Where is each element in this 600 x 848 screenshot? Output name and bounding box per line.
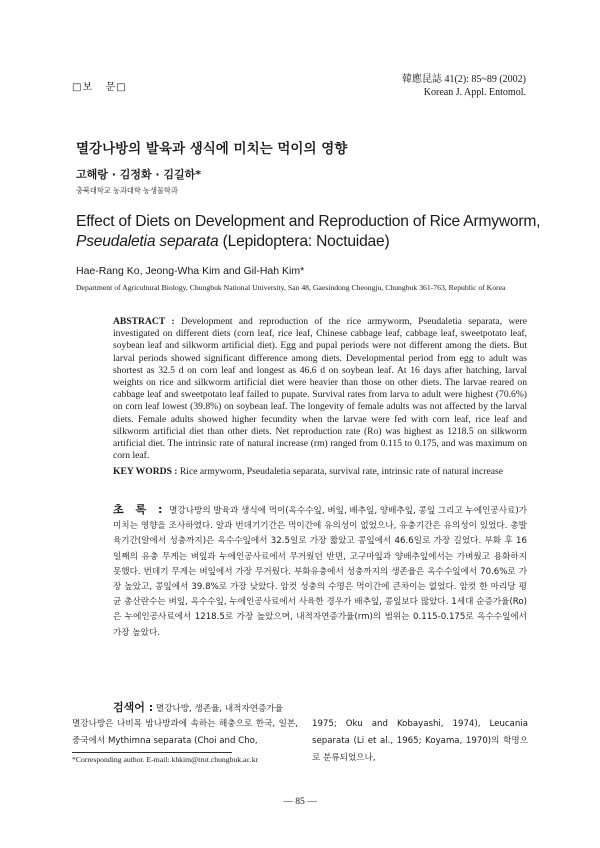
korean-keywords-text: 멸강나방, 생존율, 내적자연증가율 <box>153 704 283 714</box>
order-family: (Lepidoptera: Noctuidae) <box>218 233 390 250</box>
korean-abstract-text: 멸강나방의 발육과 생식에 먹이(옥수수잎, 벼잎, 배추잎, 양배추잎, 콩잎 그리고 누에인공사료)가 미치는 영향을 조사하였다. 알과 번데기기간은 먹이간에 유의성이 없었으나, 유충기간은 유의성이 있었다. 총발육기간(알에서 성충까지)은 옥수수잎에서 32.5일로 가장 짧았고 콩잎에서 46.6일로 가장 길었다. 부화 후 16일째의 유충 무게는 벼잎과 누에인공사료에서 무거웠던 반면, 고구마잎과 양배추잎에서는 가벼웠고 용화하지 못했다. 번데기 무게는 벼잎에서 가장 무거웠다. 부화유충에서 성충까지의 생존율은 옥수수잎에서 70.6%로 가장 높았고, 콩잎에서 39.8%로 가장 낮았다. 암컷 성충의 수명은 먹이간에 큰차이는 없었다. 암컷 한 마리당 평균 총산란수는 벼잎, 옥수수잎, 누에인공사료에서 사육한 경우가 배추잎, 콩잎보다 많았다. 1세대 순증가율(Ro)은 누에인공사료에서 1218.5로 가장 높았으며, 내적자연증가율(rm)의 범위는 0.115-0.175로 옥수수잎에서 가장 높았다. <box>113 506 527 638</box>
korean-affiliation: 충북대학교 농과대학 농생물학과 <box>76 186 178 195</box>
keywords-text: Rice armyworm, Pseudaletia separata, survival rate, intrinsic rate of natural increase <box>177 466 504 477</box>
korean-authors: 고해랑 · 김정화 · 김길하* <box>76 168 202 181</box>
body-column-left: 멸강나방은 나비목 밤나방과에 속하는 해충으로 한국, 일본, 중국에서 Mythimna separata (Choi and Cho, <box>72 719 298 746</box>
corresponding-author-footnote: *Corresponding author. E-mail: khkim@trut.chungbuk.ac.kr <box>72 755 259 764</box>
korean-abstract <box>113 502 527 641</box>
abstract-text: Development and reproduction of the rice armyworm, Pseudaletia separata, were investigated on different diets (corn leaf, rice leaf, Chinese cabbage leaf, cabbage leaf, sweetpotato leaf, soybean leaf and silkworm artificial diet). Egg and pupal periods were not different among the diets. But larval periods showed significant difference among diets. Developmental period from egg to adult was shortest as 32.5 d on corn leaf and longest as 46.6 d on soybean leaf. At 16 days after hatching, larval weights on rice and silkworm artificial diet were heavier than those on other diets. The larvae reared on cabbage leaf and sweetpotato leaf failed to pupate. Survival rates from larva to adult were highest (70.6%) on corn leaf lowest (39.8%) on soybean leaf. The longevity of female adults was not affected by the larval diets. Female adults showed higher fecundity when the larvae were fed with corn leaf, rice leaf and silkworm artificial diet than other diets. Net reproduction rate (Ro) was highest as 1218.5 on silkworm artificial diet. The intrinsic rate of natural increase (rm) ranged from 0.115 to 0.175, and was maximum on corn leaf. <box>113 316 527 462</box>
english-affiliation: Department of Agricultural Biology, Chungbuk National University, San 48, Gaesindong Cheongju, Chungbuk 361-763, Republic of Korea <box>76 283 506 292</box>
english-title-line-2 <box>76 232 546 252</box>
korean-keywords-label: 검색어 : <box>113 701 154 714</box>
journal-line-1: 韓應昆誌 41(2): 85~89 (2002) <box>401 74 526 85</box>
journal-citation <box>402 73 526 99</box>
section-tag: □보 문□ <box>72 82 127 93</box>
journal-line-2: Korean J. Appl. Entomol. <box>423 87 526 98</box>
abstract-label: ABSTRACT : <box>113 316 175 327</box>
page-number: — 85 — <box>283 796 317 807</box>
korean-abstract-label: 초 록 : <box>113 503 167 516</box>
korean-title: 멸강나방의 발육과 생식에 미치는 먹이의 영향 <box>76 141 348 157</box>
english-authors: Hae-Rang Ko, Jeong-Wha Kim and Gil-Hah Kim* <box>76 265 305 277</box>
english-title <box>76 212 546 252</box>
abstract <box>113 316 527 462</box>
body-column-right: 1975; Oku and Kobayashi, 1974), Leucania separata (Li et al., 1965; Koyama, 1970)의 학명으로 분류되었으나, <box>312 719 528 763</box>
footnote-divider <box>72 752 232 753</box>
species-name: Pseudaletia separata <box>76 233 219 250</box>
english-title-line-1: Effect of Diets on Development and Reproduction of Rice Armyworm, <box>76 213 541 230</box>
keywords-label: KEY WORDS : <box>113 466 178 477</box>
keywords <box>113 466 527 478</box>
korean-keywords <box>113 699 283 715</box>
